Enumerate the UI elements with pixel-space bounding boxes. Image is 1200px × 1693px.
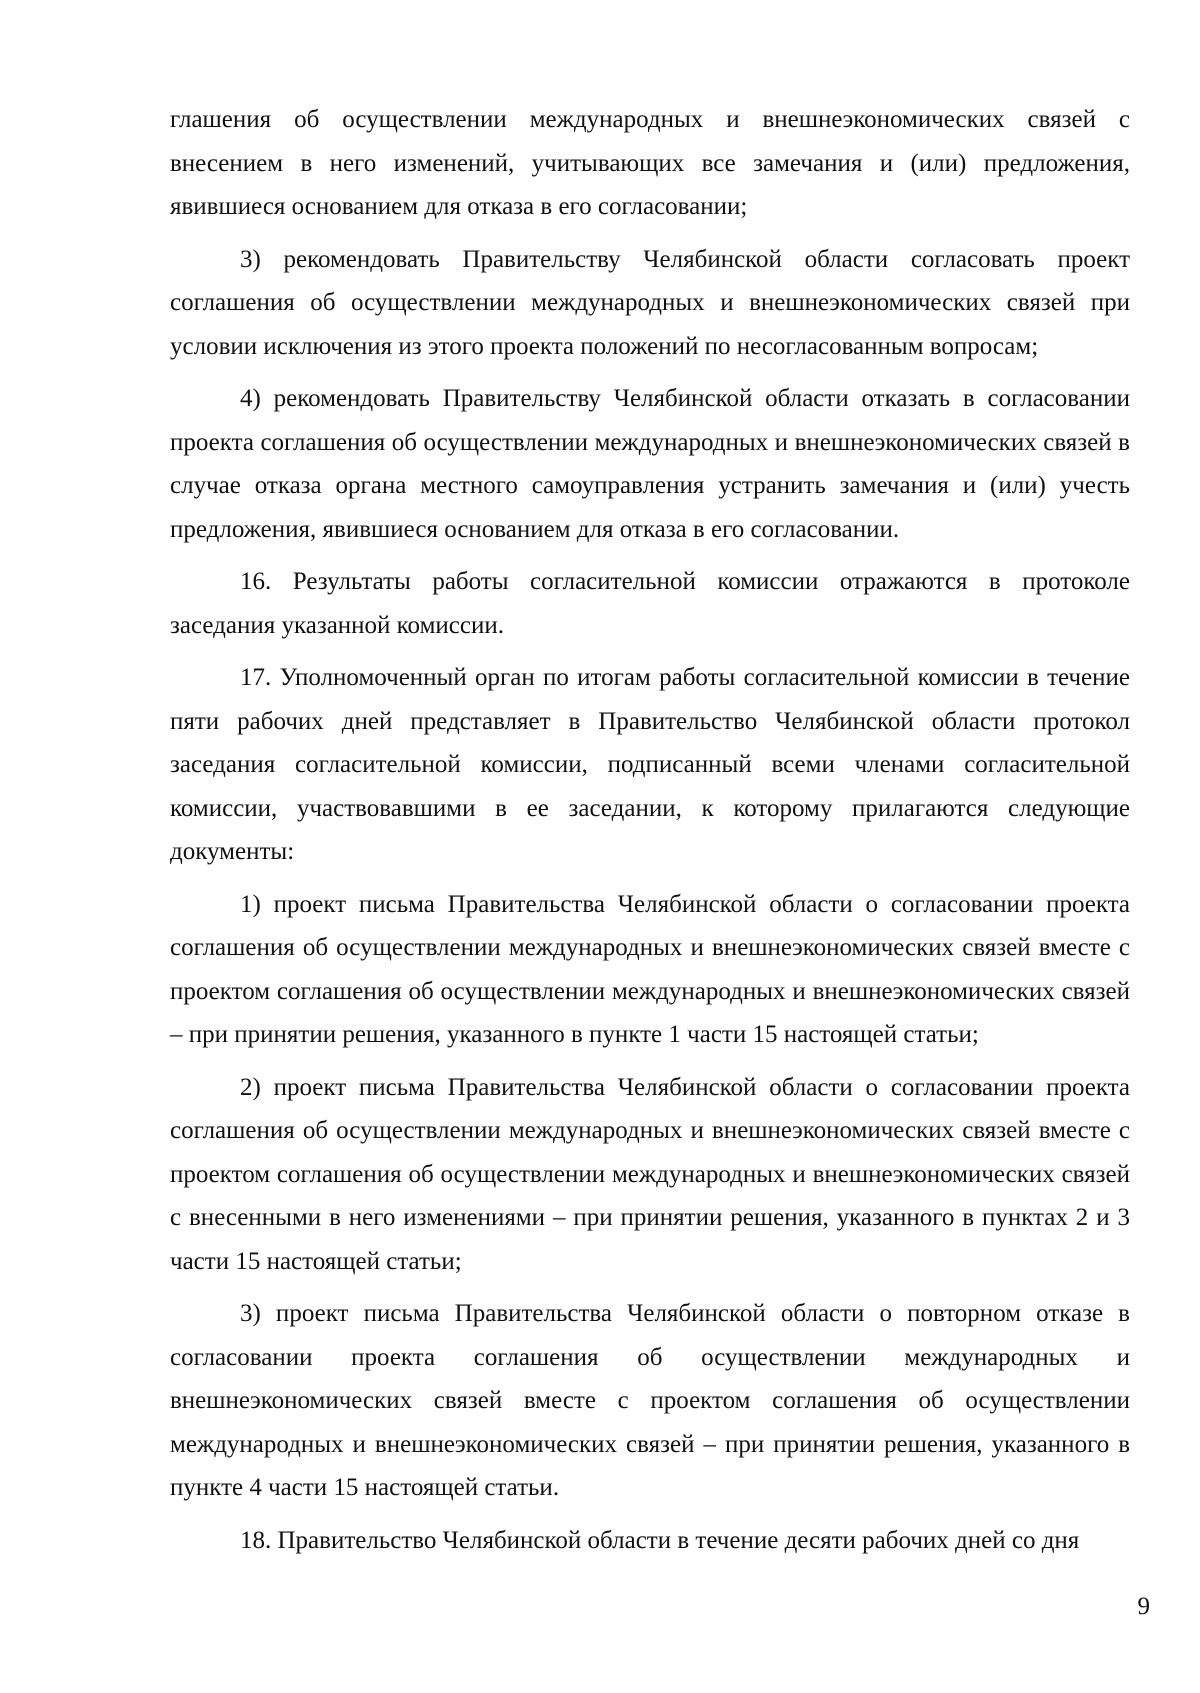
paragraph-section-18: 18. Правительство Челябинской области в течение десяти рабочих дней со дня bbox=[240, 1526, 1080, 1554]
paragraph-item-4: 4) рекомендовать Правительству Челябинской области отказать в согласовании проекта соглашения об осуществлении международных и внешнеэкономических связей в случае отказа органа местного самоуправления устранить замечания и (или) учесть предложения, явившиеся основанием для отказа в его согласовании. bbox=[170, 385, 1130, 543]
paragraph-subitem-2: 2) проект письма Правительства Челябинской области о согласовании проекта соглашения об осуществлении международных и внешнеэкономических связей вместе с проектом соглашения об осуществлении международных и внешнеэкономических связей с внесенными в него изменениями – при принятии решения, указанного в пунктах 2 и 3 части 15 настоящей статьи; bbox=[170, 1073, 1130, 1275]
paragraph-subitem-1: 1) проект письма Правительства Челябинской области о согласовании проекта соглашения об осуществлении международных и внешнеэкономических связей вместе с проектом соглашения об осуществлении международных и внешнеэкономических связей – при принятии решения, указанного в пункте 1 части 15 настоящей статьи; bbox=[170, 890, 1130, 1048]
paragraph-item-3: 3) рекомендовать Правительству Челябинской области согласовать проект соглашения об осуществлении международных и внешнеэкономических связей при условии исключения из этого проекта положений по несогласованным вопросам; bbox=[170, 245, 1130, 360]
paragraph-section-16: 16. Результаты работы согласительной комиссии отражаются в протоколе заседания указанной комиссии. bbox=[170, 568, 1130, 639]
document-body bbox=[170, 98, 1130, 1571]
paragraph-subitem-3: 3) проект письма Правительства Челябинской области о повторном отказе в согласовании проекта соглашения об осуществлении международных и внешнеэкономических связей вместе с проектом соглашения об осуществлении международных и внешнеэкономических связей – при принятии решения, указанного в пункте 4 части 15 настоящей статьи. bbox=[170, 1300, 1130, 1501]
paragraph-section-17: 17. Уполномоченный орган по итогам работы согласительной комиссии в течение пяти рабочих дней представляет в Правительство Челябинской области протокол заседания согласительной комиссии, подписанный всеми членами согласительной комиссии, участвовавшими в ее заседании, к которому прилагаются следующие документы: bbox=[170, 664, 1130, 865]
page-number: 9 bbox=[1137, 1593, 1150, 1620]
paragraph-continuation: глашения об осуществлении международных и внешнеэкономических связей с внесением в него изменений, учитывающих все замечания и (или) предложения, явившиеся основанием для отказа в его согласовании; bbox=[170, 106, 1130, 220]
